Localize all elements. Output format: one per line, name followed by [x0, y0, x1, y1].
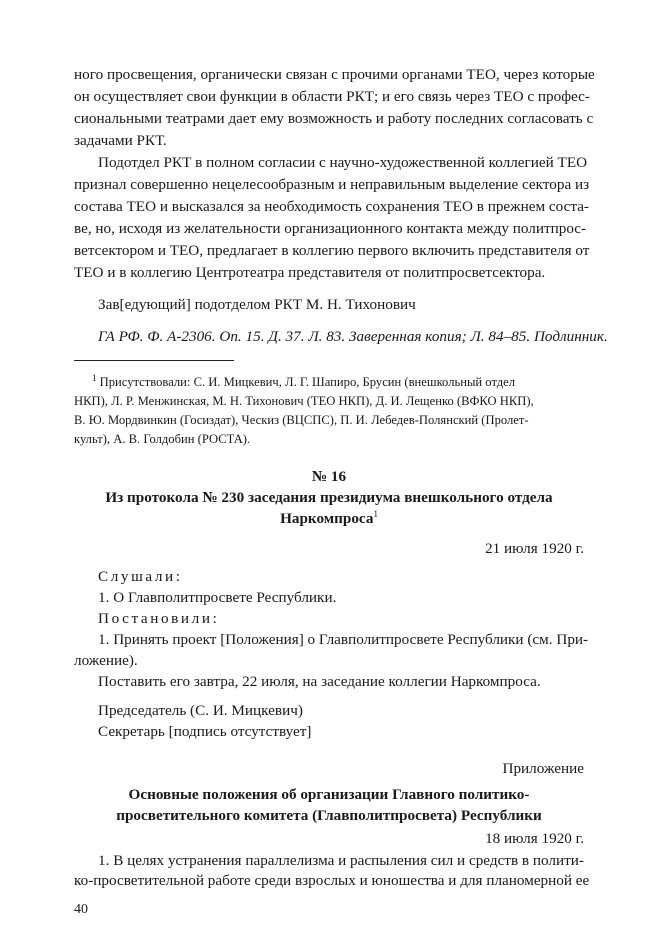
- document-title-text: Наркомпроса: [280, 510, 374, 527]
- secretary-line: Секретарь [подпись отсутствует]: [98, 723, 312, 740]
- document-title-line: [74, 508, 584, 530]
- archive-reference: ГА РФ. Ф. А-2306. Оп. 15. Д. 37. Л. 83. Заверенная копия; Л. 84–85. Подлинник.: [98, 328, 608, 345]
- appendix-title-line: Основные положения об организации Главного политико-: [128, 786, 530, 803]
- body-text-line: ветсектором и ТЕО, предлагает в коллегию первого включить представителя от: [74, 242, 590, 259]
- footnote-rule: [74, 360, 234, 361]
- document-date: 21 июля 1920 г.: [485, 540, 584, 557]
- body-text-line: ТЕО и в коллегию Центротеатра представителя от политпросветсектора.: [74, 264, 546, 281]
- document-title-line: Из протокола № 230 заседания президиума внешкольного отдела: [105, 489, 553, 506]
- resolved-label: Постановили:: [98, 610, 220, 627]
- body-text-line: сиональными театрами дает ему возможность и работу последних согласовать с: [74, 110, 594, 127]
- appendix-date: 18 июля 1920 г.: [485, 830, 584, 847]
- body-text-line: задачами РКТ.: [74, 132, 167, 149]
- appendix-label: Приложение: [502, 760, 584, 777]
- footnote-line: культ), А. В. Голдобин (РОСТА).: [74, 432, 251, 446]
- heard-label: Слушали:: [98, 568, 183, 585]
- title-footnote-marker: 1: [373, 508, 378, 519]
- body-text-line: ве, но, исходя из желательности организационного контакта между политпрос-: [74, 220, 587, 237]
- chairman-line: Председатель (С. И. Мицкевич): [98, 702, 303, 719]
- appendix-title-line: просветительного комитета (Главполитпросвета) Республики: [116, 807, 542, 824]
- page-number: 40: [74, 902, 88, 917]
- footnote-line: НКП), Л. Р. Менжинская, М. Н. Тихонович (ТЕО НКП), Д. И. Лещенко (ВФКО НКП),: [74, 394, 534, 408]
- signature-line: Зав[едующий] подотделом РКТ М. Н. Тихонович: [98, 296, 416, 313]
- footnote-line: [92, 373, 584, 392]
- body-text-line: признал совершенно нецелесообразным и неправильным выделение сектора из: [74, 176, 590, 193]
- body-text-line: ного просвещения, органически связан с прочими органами ТЕО, через которые: [74, 66, 595, 83]
- body-text-line: состава ТЕО и высказался за необходимость сохранения ТЕО в прежнем соста-: [74, 198, 589, 215]
- resolved-item: 1. Принять проект [Положения] о Главполитпросвете Республики (см. При-: [98, 631, 589, 648]
- footnote-line: В. Ю. Мордвинкин (Госиздат), Ческиз (ВЦСПС), П. И. Лебедев-Полянский (Пролет-: [74, 413, 529, 427]
- document-number: № 16: [311, 468, 347, 485]
- body-text-line: Подотдел РКТ в полном согласии с научно-художественной коллегией ТЕО: [98, 154, 588, 171]
- heard-item: 1. О Главполитпросвете Республики.: [98, 589, 337, 606]
- resolved-item: ложение).: [74, 652, 138, 669]
- body-text-line: он осуществляет свои функции в области РКТ; и его связь через ТЕО с профес-: [74, 88, 590, 105]
- footnote-marker: 1: [92, 372, 97, 383]
- appendix-paragraph-line: 1. В целях устранения параллелизма и распыления сил и средств в полити-: [98, 852, 584, 869]
- resolved-item: Поставить его завтра, 22 июля, на заседание коллегии Наркомпроса.: [98, 673, 541, 690]
- footnote-text: Присутствовали: С. И. Мицкевич, Л. Г. Шапиро, Брусин (внешкольный отдел: [99, 375, 516, 389]
- appendix-paragraph-line: ко-просветительной работе среди взрослых и юношества и для планомерной ее: [74, 872, 590, 889]
